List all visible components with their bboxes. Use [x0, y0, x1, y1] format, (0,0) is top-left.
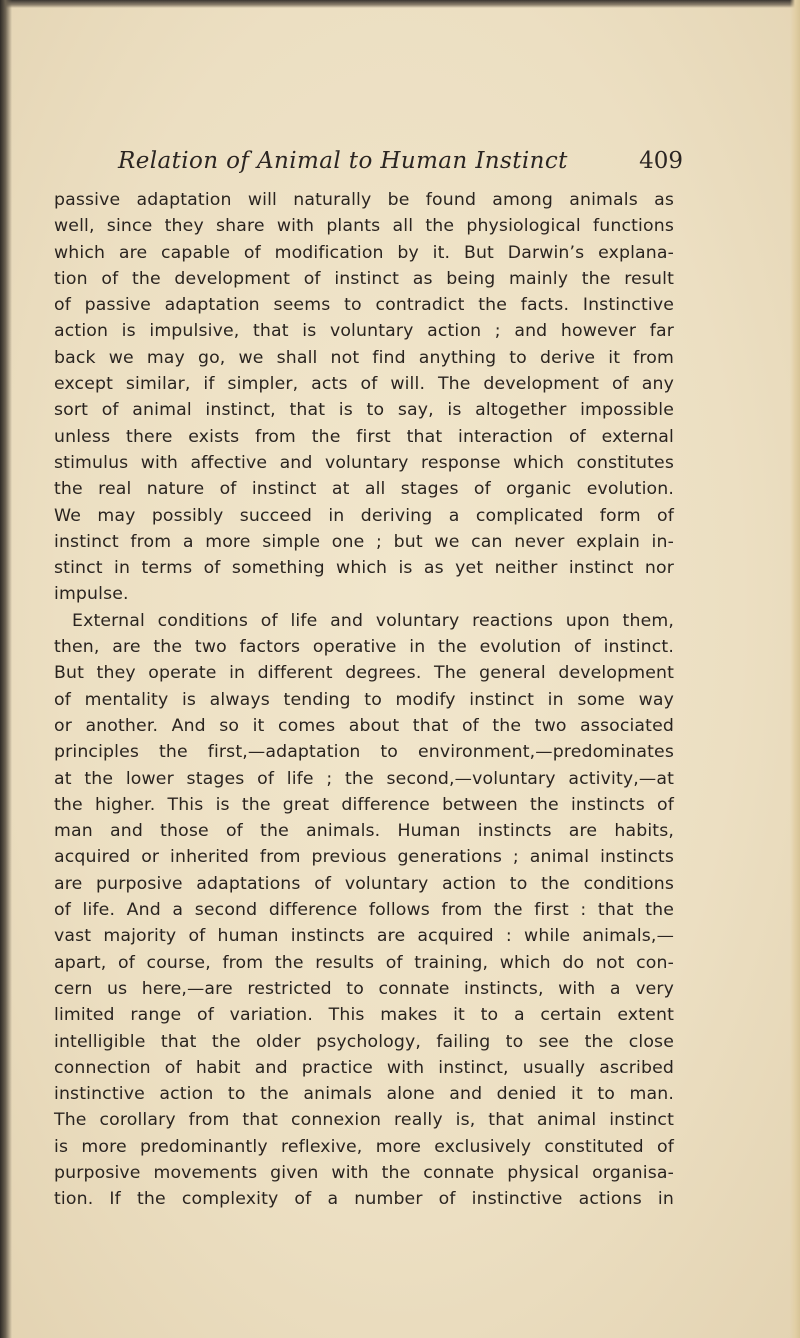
text-line: well, since they share with plants all the physiological functions: [54, 216, 674, 237]
text-line: or another. And so it comes about that of the two associated: [54, 715, 674, 736]
text-line: stinct in terms of something which is as yet neither instinct nor: [54, 558, 674, 579]
text-line: principles the first,—adaptation to environment,—predominates: [54, 742, 674, 763]
text-line: The corollary from that connexion really is, that animal instinct: [54, 1110, 674, 1131]
text-line: External conditions of life and voluntary reactions upon them,: [72, 610, 674, 631]
text-line: instinctive action to the animals alone and denied it to man.: [54, 1084, 674, 1105]
page-binding-shadow: [0, 0, 12, 1338]
text-line: unless there exists from the first that interaction of external: [54, 426, 674, 447]
text-line: But they operate in different degrees. The general development: [54, 663, 674, 684]
text-line: sort of animal instinct, that is to say, is altogether impossible: [54, 400, 674, 421]
text-line: man and those of the animals. Human instincts are habits,: [54, 821, 674, 842]
body-text: [54, 187, 674, 1213]
text-line: cern us here,—are restricted to connate instincts, with a very: [54, 978, 674, 999]
text-line: connection of habit and practice with instinct, usually ascribed: [54, 1057, 674, 1078]
text-line: intelligible that the older psychology, failing to see the close: [54, 1031, 674, 1052]
text-line: purposive movements given with the connate physical organisa-: [54, 1162, 674, 1183]
text-line: then, are the two factors operative in the evolution of instinct.: [54, 637, 674, 658]
text-line: of life. And a second difference follows from the first : that the: [54, 900, 674, 921]
text-line: is more predominantly reflexive, more exclusively constituted of: [54, 1136, 674, 1157]
text-line: apart, of course, from the results of training, which do not con-: [54, 952, 674, 973]
text-line: limited range of variation. This makes it to a certain extent: [54, 1005, 674, 1026]
page-number: 409: [639, 148, 683, 174]
text-line: the real nature of instinct at all stages of organic evolution.: [54, 479, 674, 500]
page-right-edge: [790, 0, 800, 1338]
text-line: back we may go, we shall not find anything to derive it from: [54, 347, 674, 368]
text-line: of passive adaptation seems to contradict the facts. Instinctive: [54, 295, 674, 316]
text-line: the higher. This is the great difference between the instincts of: [54, 794, 674, 815]
text-line: are purposive adaptations of voluntary action to the conditions: [54, 873, 674, 894]
text-line: stimulus with affective and voluntary response which constitutes: [54, 452, 674, 473]
text-line: impulse.: [54, 584, 129, 605]
text-line: at the lower stages of life ; the second,—voluntary activity,—at: [54, 768, 674, 789]
text-line: instinct from a more simple one ; but we can never explain in-: [54, 531, 674, 552]
text-line: of mentality is always tending to modify instinct in some way: [54, 689, 674, 710]
running-header: [118, 148, 683, 188]
text-line: action is impulsive, that is voluntary action ; and however far: [54, 321, 674, 342]
text-line: vast majority of human instincts are acquired : while animals,—: [54, 926, 674, 947]
text-line: except similar, if simpler, acts of will. The development of any: [54, 374, 674, 395]
text-line: acquired or inherited from previous generations ; animal instincts: [54, 847, 674, 868]
running-title: Relation of Animal to Human Instinct: [118, 148, 568, 174]
text-line: tion. If the complexity of a number of instinctive actions in: [54, 1189, 674, 1210]
text-line: We may possibly succeed in deriving a complicated form of: [54, 505, 674, 526]
text-line: which are capable of modification by it. But Darwin’s explana-: [54, 242, 674, 263]
page-top-edge: [0, 0, 800, 8]
text-line: tion of the development of instinct as being mainly the result: [54, 268, 674, 289]
text-line: passive adaptation will naturally be found among animals as: [54, 190, 674, 210]
